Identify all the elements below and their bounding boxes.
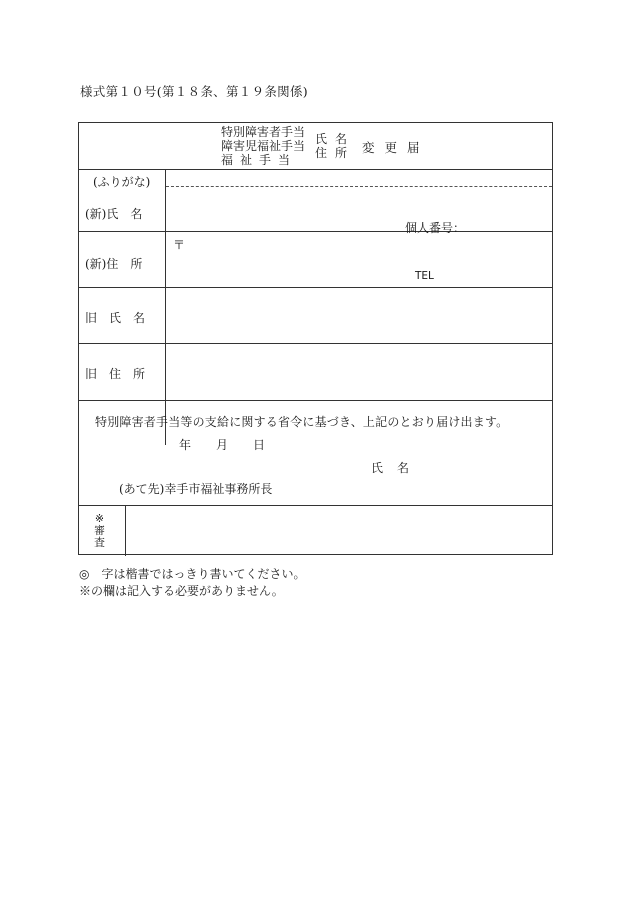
review-char-1: 審 bbox=[94, 524, 105, 537]
new-address-label bbox=[85, 255, 142, 272]
note-2: ※の欄は記入する必要がありません。 bbox=[79, 584, 284, 598]
date-day: 日 bbox=[253, 438, 266, 452]
tel-label: TEL bbox=[415, 270, 434, 282]
new-address-text: 住 所 bbox=[106, 257, 143, 271]
notes bbox=[79, 566, 305, 600]
old-address-label: 旧 住 所 bbox=[85, 367, 146, 381]
date-year: 年 bbox=[179, 438, 192, 452]
furigana-label: (ふりがな) bbox=[93, 175, 151, 189]
form-number: 様式第１０号(第１８条、第１９条関係) bbox=[80, 84, 308, 99]
new-address-field[interactable] bbox=[167, 232, 552, 287]
new-name-text: 氏 名 bbox=[106, 207, 143, 221]
review-row bbox=[79, 505, 552, 556]
title-suffix: 変更届 bbox=[362, 140, 430, 155]
old-address-field[interactable] bbox=[167, 344, 552, 400]
old-name-label: 旧 氏 名 bbox=[85, 311, 146, 325]
new-name-label bbox=[85, 205, 142, 222]
new-name-field[interactable] bbox=[167, 187, 552, 231]
addressee: (あて先)幸手市福祉事務所長 bbox=[119, 482, 273, 496]
review-label-text bbox=[94, 513, 105, 549]
change-notification-form bbox=[78, 122, 553, 555]
review-char-2: 査 bbox=[94, 536, 105, 549]
old-name-field[interactable] bbox=[167, 288, 552, 343]
furigana-field[interactable] bbox=[167, 170, 552, 186]
change-item-address: 住所 bbox=[315, 146, 356, 160]
change-item-name: 氏名 bbox=[315, 132, 356, 146]
new-name-prefix: (新) bbox=[85, 207, 107, 221]
allowance-type-3: 福祉手当 bbox=[221, 153, 298, 167]
new-address-prefix: (新) bbox=[85, 257, 107, 271]
postal-mark: 〒 bbox=[173, 238, 186, 252]
date-line bbox=[179, 436, 290, 453]
personal-number-label: 個人番号： bbox=[405, 221, 466, 235]
review-mark: ※ bbox=[94, 512, 105, 525]
form-title bbox=[79, 123, 552, 170]
review-label bbox=[79, 506, 126, 556]
date-month: 月 bbox=[216, 438, 229, 452]
declaration-statement: 特別障害者手当等の支給に関する省令に基づき、上記のとおり届け出ます。 bbox=[95, 415, 509, 429]
allowance-type-2: 障害児福祉手当 bbox=[221, 139, 306, 153]
allowance-type-1: 特別障害者手当 bbox=[221, 125, 306, 139]
signature-label: 氏名 bbox=[371, 461, 424, 475]
note-1: ◎ 字は楷書ではっきり書いてください。 bbox=[79, 567, 306, 581]
row-divider bbox=[79, 400, 552, 401]
